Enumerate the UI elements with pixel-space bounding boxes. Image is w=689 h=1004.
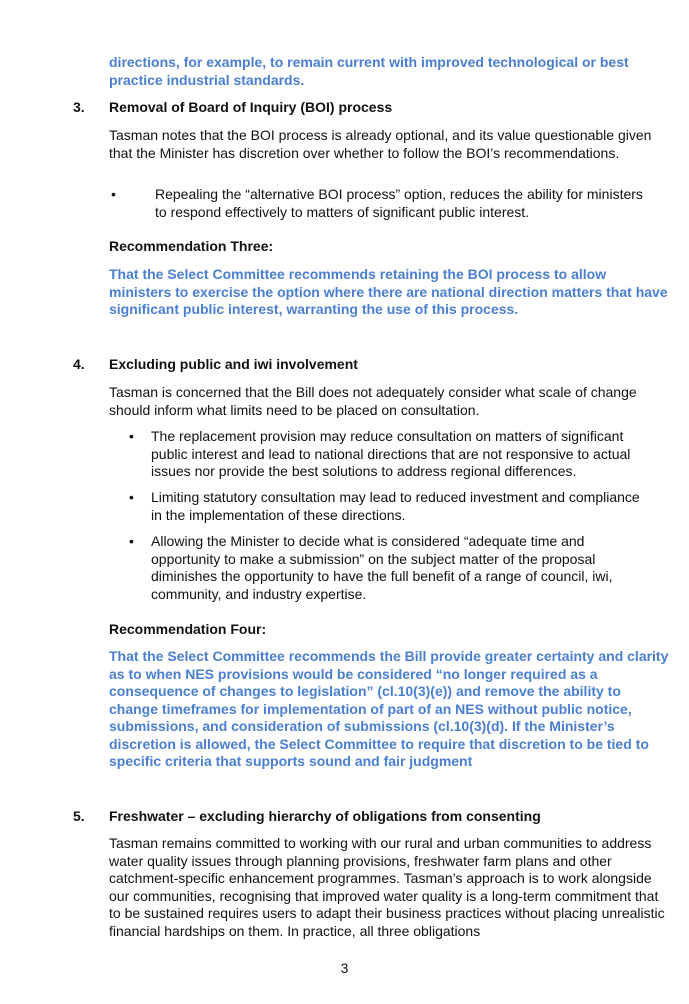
section-4-bullet-1: The replacement provision may reduce consultation on matters of significant public interest and lead to national directions that are not responsive to actual issues nor provide the best solutions to address regional differences. (151, 428, 631, 479)
section-4-heading: Excluding public and iwi involvement (109, 356, 358, 372)
section-4-bullet-2: Limiting statutory consultation may lead to reduced investment and compliance in the implementation of these directions. (151, 489, 640, 523)
page-number: 3 (340, 960, 349, 976)
section-4-paragraph: Tasman is concerned that the Bill does not adequately consider what scale of change should inform what limits need to be placed on consultation. (109, 384, 637, 418)
section-5-number: 5. (73, 808, 85, 824)
bullet-dot: • (129, 489, 134, 505)
section-4-bullet-3: Allowing the Minister to decide what is considered “adequate time and opportunity to make a submission” on the subject matter of the proposal diminishes the opportunity to have the full benefit of a range of council, iwi, community, and industry expertise. (151, 533, 613, 602)
section-3-bullet-1: Repealing the “alternative BOI process” option, reduces the ability for ministers to respond effectively to matters of significant public interest. (155, 186, 643, 220)
section-3-heading: Removal of Board of Inquiry (BOI) process (109, 99, 393, 115)
section-3-number: 3. (73, 99, 85, 115)
recommendation-three-label: Recommendation Three: (109, 238, 274, 254)
recommendation-three-text: That the Select Committee recommends retaining the BOI process to allow ministers to exercise the option where there are national direction matters that have significant public interest, warranting the use of this process. (109, 266, 668, 317)
bullet-dot: • (111, 186, 116, 202)
section-5-heading: Freshwater – excluding hierarchy of obligations from consenting (109, 808, 541, 824)
bullet-dot: • (129, 533, 134, 549)
recommendation-two-tail: directions, for example, to remain current with improved technological or best practice industrial standards. (109, 54, 629, 88)
bullet-dot: • (129, 428, 134, 444)
section-3-paragraph: Tasman notes that the BOI process is already optional, and its value questionable given that the Minister has discretion over whether to follow the BOI’s recommendations. (109, 127, 652, 161)
recommendation-four-label: Recommendation Four: (109, 621, 267, 637)
recommendation-four-text: That the Select Committee recommends the Bill provide greater certainty and clarity as to when NES provisions would be considered “no longer required as a consequence of changes to legislation” (cl.10(3)(e)) and remove the ability to change timeframes for implementation of part of an NES without public notice, submissions, and consideration of submissions (cl.10(3)(d). If the Minister’s discretion is allowed, the Select Committee to require that discretion to be tied to specific criteria that supports sound and fair judgment (109, 648, 669, 769)
section-4-number: 4. (73, 356, 85, 372)
section-5-paragraph: Tasman remains committed to working with our rural and urban communities to address water quality issues through planning provisions, freshwater farm plans and other catchment-specific enhancement programmes. Tasman’s approach is to work alongside our communities, recognising that improved water quality is a long-term commitment that to be sustained requires users to adapt their business practices without placing unrealistic financial hardships on them. In practice, all three obligations (109, 835, 665, 939)
